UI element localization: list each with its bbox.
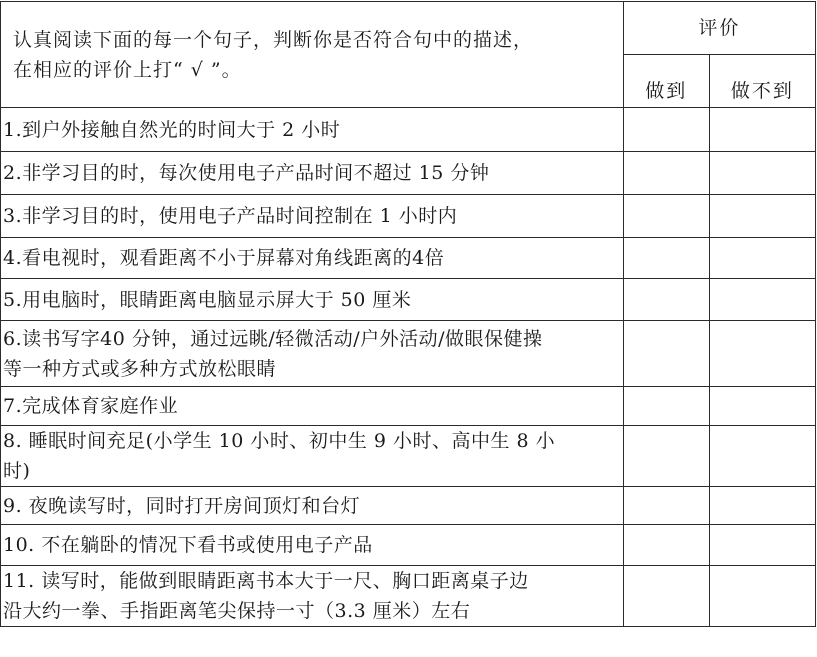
- item-statement: [1, 108, 624, 152]
- item-statement-line: 2.非学习目的时，每次使用电子产品时间不超过 15 分钟: [3, 162, 490, 184]
- instruction-line-1: 认真阅读下面的每一个句子，判断你是否符合句中的描述，: [13, 28, 534, 51]
- table-row: [1, 566, 816, 627]
- item-statement-line: 6.读书写字40 分钟，通过远眺/轻微活动/户外活动/做眼保健操: [3, 327, 543, 350]
- table-row: [1, 426, 816, 487]
- item-statement-line: 9. 夜晚读写时，同时打开房间顶灯和台灯: [3, 494, 361, 517]
- item-statement-line: 8. 睡眠时间充足(小学生 10 小时、初中生 9 小时、高中生 8 小: [3, 430, 556, 452]
- done-check-cell[interactable]: [623, 238, 709, 279]
- not-done-check-cell[interactable]: [709, 195, 815, 238]
- not-done-check-cell[interactable]: [709, 387, 815, 426]
- instruction-line-2: 在相应的评价上打“ √ ”。: [13, 58, 242, 81]
- done-check-cell[interactable]: [623, 387, 709, 426]
- table-row: [1, 321, 816, 387]
- not-done-check-cell[interactable]: [709, 108, 815, 152]
- item-statement: [1, 152, 624, 195]
- instruction-cell: [1, 2, 624, 108]
- done-check-cell[interactable]: [623, 487, 709, 525]
- item-statement-line: 等一种方式或多种方式放松眼睛: [3, 357, 277, 380]
- done-check-cell[interactable]: [623, 195, 709, 238]
- evaluation-table: [0, 1, 816, 627]
- table-row: [1, 152, 816, 195]
- item-statement-line: 10. 不在躺卧的情况下看书或使用电子产品: [3, 534, 373, 556]
- item-statement-line: 11. 读写时，能做到眼睛距离书本大于一尺、胸口距离桌子边: [3, 570, 529, 592]
- item-statement: [1, 566, 624, 627]
- done-check-cell[interactable]: [623, 566, 709, 627]
- item-statement: [1, 195, 624, 238]
- table-row: [1, 195, 816, 238]
- not-done-check-cell[interactable]: [709, 487, 815, 525]
- table-row: [1, 525, 816, 566]
- item-statement: [1, 525, 624, 566]
- item-statement: [1, 279, 624, 321]
- item-statement-line: 3.非学习目的时，使用电子产品时间控制在 1 小时内: [3, 205, 458, 227]
- done-check-cell[interactable]: [623, 525, 709, 566]
- item-statement: [1, 238, 624, 279]
- item-statement-line: 时): [3, 460, 31, 482]
- evaluation-table-body: [1, 2, 816, 627]
- item-statement: [1, 321, 624, 387]
- not-done-check-cell[interactable]: [709, 321, 815, 387]
- not-done-check-cell[interactable]: [709, 238, 815, 279]
- item-statement: [1, 426, 624, 487]
- column-header-done: 做到: [623, 55, 709, 108]
- not-done-check-cell[interactable]: [709, 525, 815, 566]
- not-done-check-cell[interactable]: [709, 279, 815, 321]
- done-check-cell[interactable]: [623, 152, 709, 195]
- item-statement-line: 5.用电脑时，眼睛距离电脑显示屏大于 50 厘米: [3, 288, 412, 311]
- done-check-cell[interactable]: [623, 108, 709, 152]
- table-row: [1, 238, 816, 279]
- item-statement-line: 4.看电视时，观看距离不小于屏幕对角线距离的4倍: [3, 247, 445, 269]
- done-check-cell[interactable]: [623, 279, 709, 321]
- table-row: [1, 487, 816, 525]
- table-row: [1, 387, 816, 426]
- done-check-cell[interactable]: [623, 426, 709, 487]
- table-row: [1, 108, 816, 152]
- not-done-check-cell[interactable]: [709, 566, 815, 627]
- not-done-check-cell[interactable]: [709, 426, 815, 487]
- done-check-cell[interactable]: [623, 321, 709, 387]
- item-statement-line: 沿大约一拳、手指距离笔尖保持一寸（3.3 厘米）左右: [3, 600, 471, 622]
- item-statement-line: 7.完成体育家庭作业: [3, 395, 179, 417]
- header-row-top: [1, 2, 816, 55]
- evaluation-header: 评价: [623, 2, 815, 55]
- item-statement-line: 1.到户外接触自然光的时间大于 2 小时: [3, 118, 341, 141]
- item-statement: [1, 487, 624, 525]
- not-done-check-cell[interactable]: [709, 152, 815, 195]
- column-header-not-done: 做不到: [709, 55, 815, 108]
- item-statement: [1, 387, 624, 426]
- table-row: [1, 279, 816, 321]
